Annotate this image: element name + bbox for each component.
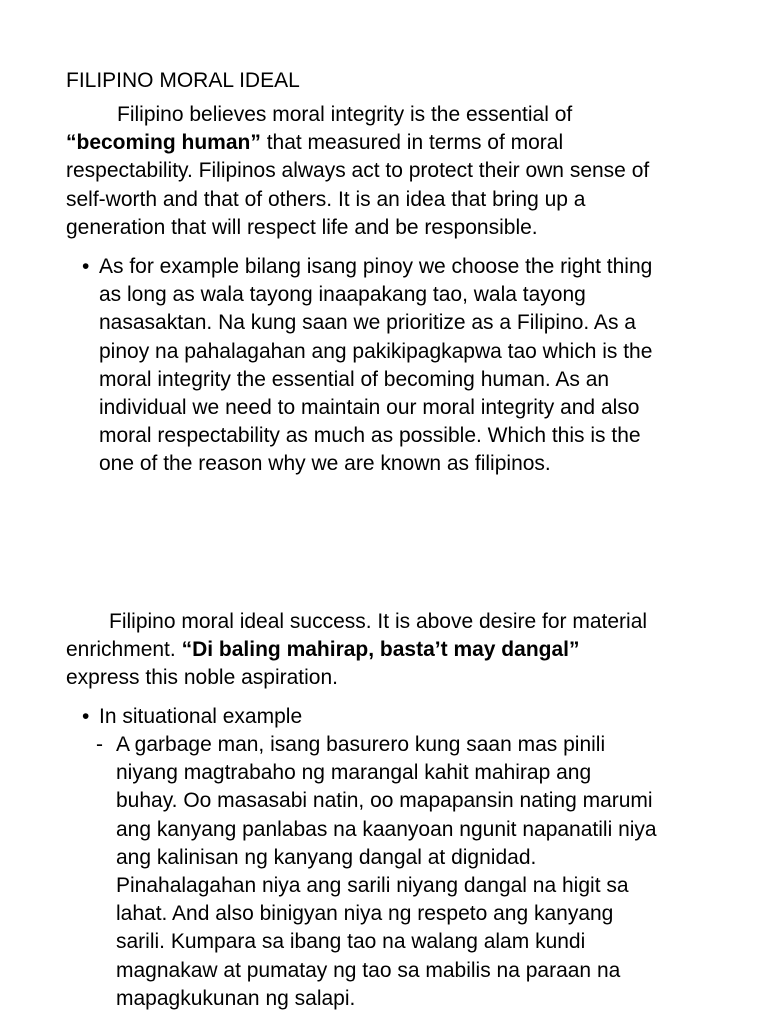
emphasis-text: “becoming human” xyxy=(66,131,261,155)
bullet-icon: • xyxy=(82,255,90,278)
paragraph-line-start: enrichment. xyxy=(66,638,182,662)
dash-line: niyang magtrabaho ng marangal kahit mahirap ang xyxy=(116,761,592,785)
bullet-line: moral respectability as much as possible. Which this is the xyxy=(99,424,641,448)
dash-line: A garbage man, isang basurero kung saan mas pinili xyxy=(116,733,606,756)
dash-line: Pinahalagahan niya ang sarili niyang dangal na higit sa xyxy=(116,873,629,897)
dash-line: sarili. Kumpara sa ibang tao na walang alam kundi xyxy=(116,930,586,954)
paragraph-line xyxy=(66,129,649,157)
intro-paragraph xyxy=(66,101,649,242)
dash-line: lahat. And also binigyan niya ng respeto ang kanyang xyxy=(116,902,614,926)
bullet-line: nasasaktan. Na kung saan we prioritize as a Filipino. As a xyxy=(99,311,636,335)
paragraph-line: respectability. Filipinos always act to protect their own sense of xyxy=(66,159,650,183)
success-paragraph xyxy=(66,608,647,693)
dash-icon: - xyxy=(96,733,103,756)
bullet-line: as long as wala tayong inaapakang tao, wala tayong xyxy=(99,283,586,307)
emphasis-quote: “Di baling mahirap, basta’t may dangal” xyxy=(181,638,580,662)
paragraph-line: Filipino believes moral integrity is the essential of xyxy=(117,103,573,126)
bullet-line: In situational example xyxy=(99,705,303,728)
dash-line: buhay. Oo masasabi natin, oo mapapansin nating marumi xyxy=(116,789,653,813)
paragraph-line: generation that will respect life and be responsible. xyxy=(66,215,538,239)
dash-line: magnakaw at pumatay ng tao sa mabilis na paraan na xyxy=(116,958,621,982)
document-title: FILIPINO MORAL IDEAL xyxy=(66,69,300,92)
bullet-line: moral integrity the essential of becoming human. As an xyxy=(99,367,610,391)
bullet-line: individual we need to maintain our moral integrity and also xyxy=(99,395,640,419)
bullet-line: one of the reason why we are known as filipinos. xyxy=(99,452,551,476)
paragraph-line: express this noble aspiration. xyxy=(66,666,338,690)
dash-line: ang kanyang panlabas na kaanyoan ngunit napanatili niya xyxy=(116,817,657,841)
dash-line: mapagkukunan ng salapi. xyxy=(116,986,356,1010)
bullet-line: As for example bilang isang pinoy we choose the right thing xyxy=(99,255,653,278)
dash-line: ang kalinisan ng kanyang dangal at dignidad. xyxy=(116,845,537,869)
bullet-icon: • xyxy=(82,705,90,728)
paragraph-line-rest: that measured in terms of moral xyxy=(260,131,564,155)
paragraph-line: Filipino moral ideal success. It is above desire for material xyxy=(109,610,648,633)
paragraph-line xyxy=(66,636,647,664)
bullet-line: pinoy na pahalagahan ang pakikipagkapwa tao which is the xyxy=(99,339,653,363)
paragraph-line: self-worth and that of others. It is an idea that bring up a xyxy=(66,187,586,211)
